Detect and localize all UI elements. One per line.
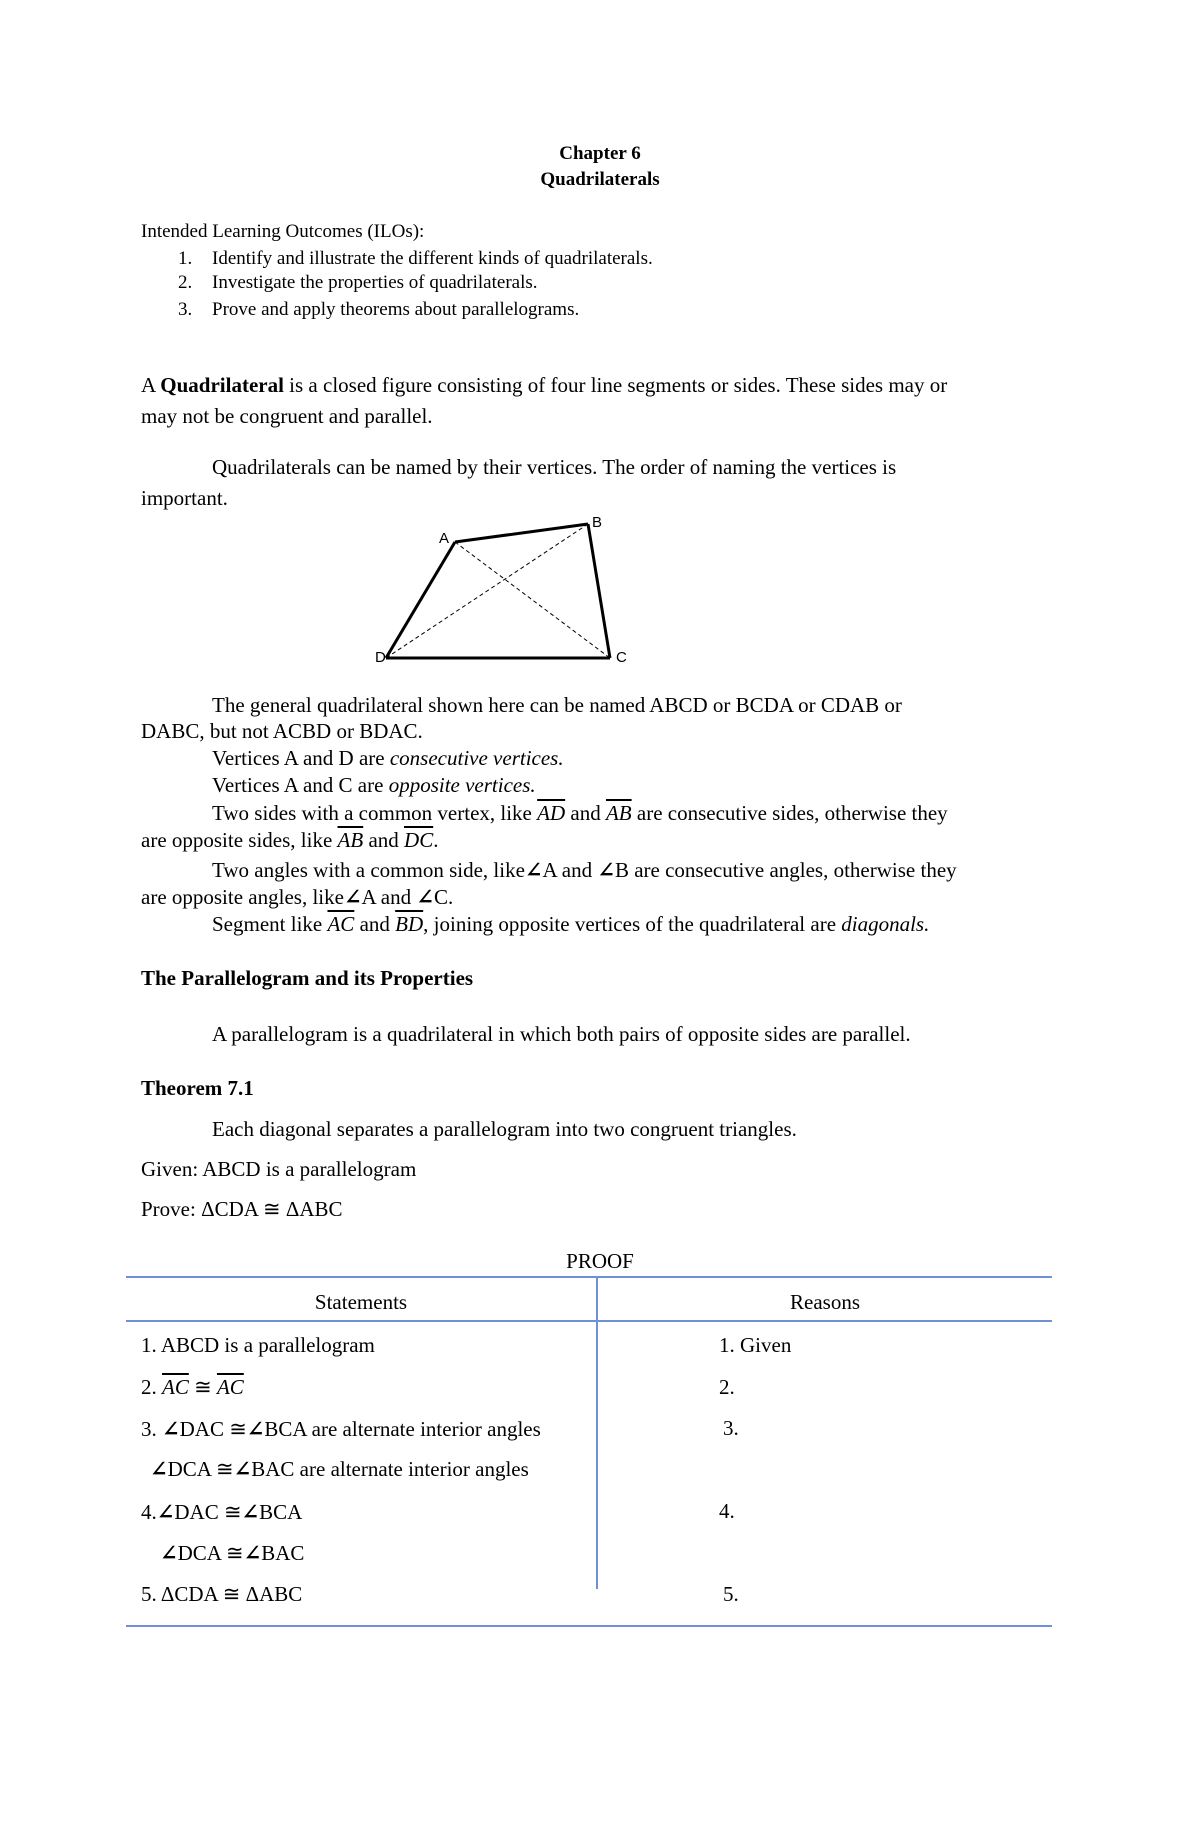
text: and bbox=[354, 912, 396, 936]
consecutive-vertices-line bbox=[212, 746, 564, 771]
text: BCA bbox=[259, 1500, 303, 1524]
text: Two angles with a common side, like bbox=[212, 858, 525, 882]
table-header-rule bbox=[126, 1320, 1052, 1322]
proof-statement bbox=[160, 1540, 304, 1566]
text: BAC bbox=[261, 1541, 305, 1565]
ilo-text: Investigate the properties of quadrilaterals. bbox=[212, 272, 538, 293]
ilo-number: 3. bbox=[178, 299, 193, 320]
segment: $\overline{BD}$ bbox=[395, 912, 424, 936]
segment: $\overline{DC}$ bbox=[404, 828, 434, 852]
angle-symbol: ∠ bbox=[156, 1500, 175, 1524]
proof-statement: 1. ABCD is a parallelogram bbox=[141, 1333, 375, 1357]
theorem-statement: Each diagonal separates a parallelogram into two congruent triangles. bbox=[212, 1117, 797, 1141]
proof-reason: 5. bbox=[723, 1582, 739, 1606]
proof-reason: 4. bbox=[719, 1499, 735, 1523]
segment: $\overline{AC}$ bbox=[216, 1375, 244, 1399]
ilos-heading: Intended Learning Outcomes (ILOs): bbox=[141, 221, 425, 242]
text: DAC ≅ bbox=[179, 1417, 247, 1441]
angle-symbol: ∠ bbox=[150, 1457, 168, 1481]
text: ≅ bbox=[188, 1375, 217, 1399]
segment: $\overline{AC}$ bbox=[327, 912, 355, 936]
text: BCA are alternate interior angles bbox=[264, 1417, 541, 1441]
opposite-angles-line bbox=[141, 884, 453, 910]
table-top-rule bbox=[126, 1276, 1052, 1278]
text: A bbox=[141, 373, 161, 397]
text: are consecutive sides, otherwise they bbox=[631, 801, 948, 825]
consecutive-angles-line bbox=[212, 857, 957, 883]
side-ab bbox=[455, 524, 588, 542]
segment: $\overline{AC}$ bbox=[162, 1375, 189, 1399]
diagonal-ac bbox=[455, 542, 610, 658]
text: and bbox=[565, 801, 606, 825]
side-bc bbox=[588, 524, 610, 658]
text: . bbox=[433, 828, 439, 852]
text: A and bbox=[361, 885, 417, 909]
proof-title: PROOF bbox=[566, 1249, 634, 1273]
ilo-text: Identify and illustrate the different kinds of quadrilaterals. bbox=[212, 248, 653, 269]
angle-symbol: ∠ bbox=[233, 1457, 252, 1481]
section-heading: The Parallelogram and its Properties bbox=[141, 966, 474, 990]
naming-intro-line-2: important. bbox=[141, 486, 228, 510]
term: consecutive vertices. bbox=[389, 746, 564, 770]
text: is a closed figure consisting of four line segments or sides. These sides may or bbox=[283, 373, 948, 397]
naming-intro-line-1: Quadrilaterals can be named by their vertices. The order of naming the vertices is bbox=[212, 455, 897, 479]
chapter-label: Chapter 6 bbox=[559, 143, 641, 164]
quadrilateral-figure bbox=[370, 505, 640, 665]
text: 3. bbox=[141, 1417, 162, 1441]
angle-symbol: ∠ bbox=[597, 858, 615, 882]
naming-line-1: The general quadrilateral shown here can be named ABCD or BCDA or CDAB or bbox=[212, 693, 902, 717]
ilo-text: Prove and apply theorems about parallelograms. bbox=[212, 299, 580, 320]
proof-statement bbox=[141, 1416, 541, 1442]
vertex-label-b: B bbox=[592, 514, 603, 531]
text: A and bbox=[542, 858, 598, 882]
angle-symbol: ∠ bbox=[241, 1500, 260, 1524]
prove-line: Prove: ΔCDA ≅ ΔABC bbox=[141, 1197, 343, 1221]
vertex-label-c: C bbox=[616, 649, 627, 665]
proof-statement bbox=[150, 1456, 529, 1482]
ilo-number: 1. bbox=[178, 248, 193, 269]
text: Segment like bbox=[212, 912, 328, 936]
segment: $\overline{AD}$ bbox=[537, 801, 566, 825]
parallelogram-definition: A parallelogram is a quadrilateral in which both pairs of opposite sides are parallel. bbox=[212, 1022, 911, 1046]
proof-reason: 2. bbox=[719, 1375, 735, 1399]
text: DCA ≅ bbox=[177, 1541, 244, 1565]
column-header-reasons: Reasons bbox=[790, 1290, 860, 1314]
text: DCA ≅ bbox=[167, 1457, 234, 1481]
angle-symbol: ∠ bbox=[343, 885, 362, 909]
angle-symbol: ∠ bbox=[243, 1541, 262, 1565]
table-column-divider bbox=[596, 1277, 598, 1589]
angle-symbol: ∠ bbox=[524, 858, 543, 882]
opposite-sides-line bbox=[141, 828, 438, 853]
vertex-label-d: D bbox=[375, 649, 386, 665]
quadrilateral-term: Quadrilateral bbox=[160, 373, 284, 397]
segment: $\overline{AB}$ bbox=[605, 801, 632, 825]
text: Vertices A and C are bbox=[212, 773, 389, 797]
text: , joining opposite vertices of the quadrilateral are bbox=[423, 912, 842, 936]
text: 4. bbox=[141, 1500, 157, 1524]
text: C. bbox=[433, 885, 454, 909]
ilo-number: 2. bbox=[178, 272, 193, 293]
diagonals-line bbox=[212, 912, 929, 937]
opposite-vertices-line bbox=[212, 773, 536, 798]
chapter-title: Quadrilaterals bbox=[540, 169, 660, 190]
proof-reason: 3. bbox=[723, 1416, 739, 1440]
definition-line-2: may not be congruent and parallel. bbox=[141, 404, 433, 428]
proof-statement bbox=[141, 1499, 302, 1525]
text: Two sides with a common vertex, like bbox=[212, 801, 538, 825]
naming-line-2: DABC, but not ACBD or BDAC. bbox=[141, 719, 423, 743]
theorem-heading: Theorem 7.1 bbox=[141, 1076, 254, 1100]
table-bottom-rule bbox=[126, 1625, 1052, 1627]
angle-symbol: ∠ bbox=[162, 1417, 180, 1441]
proof-reason: 1. Given bbox=[719, 1333, 792, 1357]
column-header-statements: Statements bbox=[314, 1290, 408, 1314]
given-line: Given: ABCD is a parallelogram bbox=[141, 1157, 417, 1181]
text: DAC ≅ bbox=[174, 1500, 242, 1524]
text: Vertices A and D are bbox=[212, 746, 390, 770]
segment: $\overline{AB}$ bbox=[337, 828, 364, 852]
proof-statement: 5. ΔCDA ≅ ΔABC bbox=[141, 1582, 303, 1606]
term: opposite vertices. bbox=[388, 773, 536, 797]
text: B are consecutive angles, otherwise they bbox=[614, 858, 957, 882]
text: are opposite sides, like bbox=[141, 828, 338, 852]
angle-symbol: ∠ bbox=[246, 1417, 265, 1441]
vertex-label-a: A bbox=[439, 530, 450, 547]
angle-symbol: ∠ bbox=[416, 885, 434, 909]
consecutive-sides-line bbox=[212, 801, 948, 826]
text: 2. bbox=[141, 1375, 162, 1399]
text: are opposite angles, like bbox=[141, 885, 344, 909]
proof-statement bbox=[141, 1375, 244, 1400]
term: diagonals. bbox=[841, 912, 930, 936]
side-da bbox=[386, 542, 455, 658]
text: BAC are alternate interior angles bbox=[251, 1457, 529, 1481]
angle-symbol: ∠ bbox=[160, 1541, 178, 1565]
text: and bbox=[363, 828, 405, 852]
definition-line-1 bbox=[141, 373, 947, 398]
diagonal-bd bbox=[386, 524, 588, 658]
